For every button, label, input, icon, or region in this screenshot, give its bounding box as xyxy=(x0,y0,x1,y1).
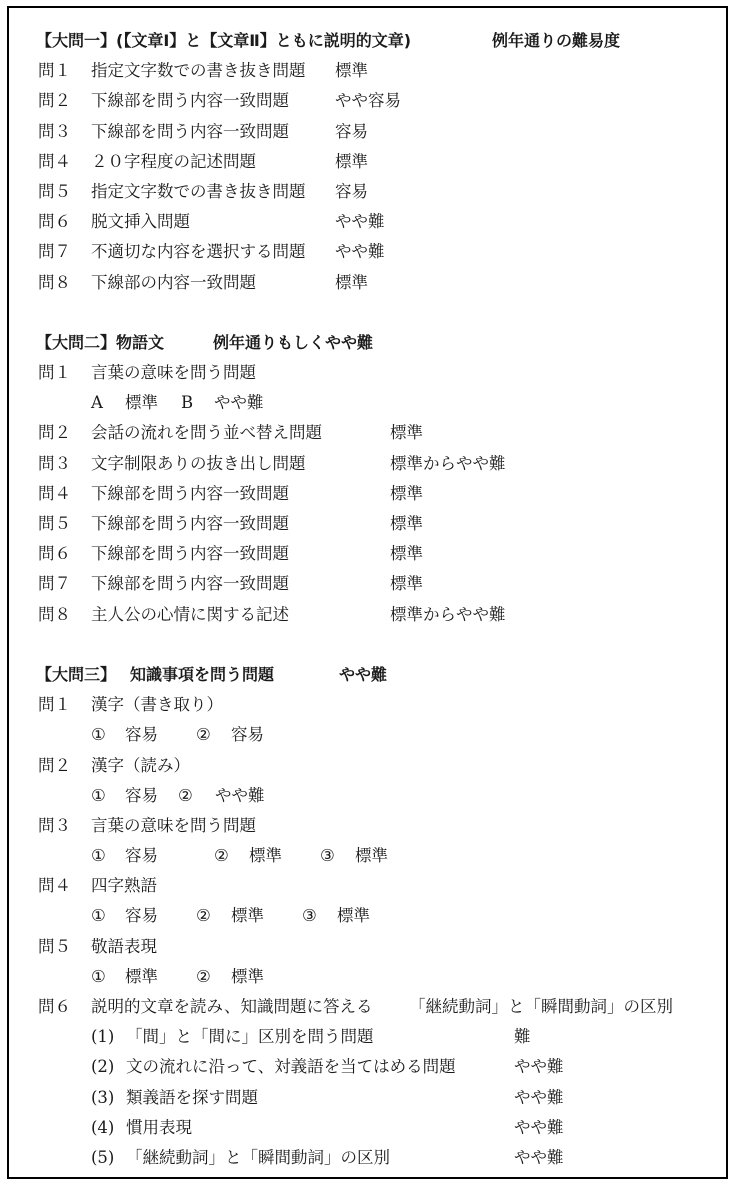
sub-difficulty: 容易 xyxy=(231,725,264,745)
question-number: 問６ xyxy=(38,997,71,1016)
question-text: 下線部を問う内容一致問題 xyxy=(91,574,289,594)
section-3-question-5-sub xyxy=(38,962,718,992)
question-number: 問４ xyxy=(38,151,71,171)
sub-difficulty: 容易 xyxy=(125,906,158,926)
question-text: 脱文挿入問題 xyxy=(91,212,190,232)
sub-difficulty: 標準 xyxy=(231,966,264,986)
section-1-question-8 xyxy=(38,268,718,298)
section-2-question-8 xyxy=(38,600,718,630)
sub-label: ② xyxy=(196,966,211,986)
sub-label: ③ xyxy=(320,846,335,866)
section-3-question-6-item-4 xyxy=(38,1113,718,1143)
question-number: 問５ xyxy=(38,514,71,533)
section-2-question-3 xyxy=(38,449,718,479)
question-difficulty: 標準 xyxy=(390,423,423,443)
item-text: 慣用表現 xyxy=(126,1117,192,1137)
section-1-heading xyxy=(38,26,718,56)
question-difficulty: 容易 xyxy=(335,181,368,201)
section-1-note: 例年通りの難易度 xyxy=(492,31,621,50)
item-number: (2) xyxy=(91,1057,115,1077)
question-number: 問８ xyxy=(38,604,71,624)
question-number: 問１ xyxy=(38,61,71,81)
section-2-title: 【大問二】物語文 xyxy=(36,332,165,352)
sub-difficulty: 容易 xyxy=(125,846,158,866)
sub-difficulty: やや難 xyxy=(215,785,265,805)
item-difficulty: やや難 xyxy=(514,1057,564,1077)
question-text: 指定文字数での書き抜き問題 xyxy=(91,61,306,81)
question-number: 問７ xyxy=(38,242,71,262)
section-2-question-7 xyxy=(38,569,718,599)
sub-label: ① xyxy=(91,725,106,745)
question-text: 不適切な内容を選択する問題 xyxy=(91,242,306,262)
question-number: 問６ xyxy=(38,212,71,232)
sub-label: ② xyxy=(178,785,193,805)
question-difficulty: やや難 xyxy=(335,212,385,232)
question-text: 下線部を問う内容一致問題 xyxy=(91,544,289,564)
section-1-question-7 xyxy=(38,237,718,267)
section-3-question-6 xyxy=(38,992,718,1022)
sub-label: A xyxy=(91,393,103,413)
sub-difficulty: 標準 xyxy=(337,906,370,926)
item-number: (5) xyxy=(91,1147,115,1167)
section-1-question-4 xyxy=(38,147,718,177)
question-difficulty: 標準からやや難 xyxy=(390,453,506,473)
sub-label: ② xyxy=(196,725,211,745)
section-3-question-5 xyxy=(38,932,718,962)
question-number: 問４ xyxy=(38,876,71,896)
section-2-question-2 xyxy=(38,418,718,448)
section-3-question-6-item-5 xyxy=(38,1143,718,1173)
question-number: 問５ xyxy=(38,936,71,956)
sub-label: ① xyxy=(91,785,106,805)
section-3-question-4 xyxy=(38,871,718,901)
question-number: 問３ xyxy=(38,453,71,473)
section-3-title: 【大問三】 xyxy=(36,664,117,684)
sub-difficulty: 標準 xyxy=(249,846,282,866)
question-number: 問１ xyxy=(38,363,71,383)
question-text: ２０字程度の記述問題 xyxy=(91,151,256,171)
section-2-note: 例年通りもしくやや難 xyxy=(213,332,374,352)
question-number: 問４ xyxy=(38,483,71,503)
question-text: 言葉の意味を問う問題 xyxy=(91,363,256,383)
question-number: 問２ xyxy=(38,91,71,111)
section-3-question-2-sub xyxy=(38,781,718,811)
sub-label: ① xyxy=(91,966,106,986)
sub-difficulty: 標準 xyxy=(125,393,158,413)
question-text: 下線部を問う内容一致問題 xyxy=(91,121,289,141)
question-text: 文字制限ありの抜き出し問題 xyxy=(91,453,306,473)
sub-difficulty: 標準 xyxy=(355,846,388,866)
question-difficulty: 標準 xyxy=(390,483,423,503)
section-2-question-1 xyxy=(38,358,718,388)
question-text: 下線部を問う内容一致問題 xyxy=(91,91,289,111)
question-text: 四字熟語 xyxy=(91,876,157,896)
question-text: 漢字（読み） xyxy=(91,755,190,775)
section-2-question-4 xyxy=(38,479,718,509)
sub-label: ② xyxy=(196,906,211,926)
question-text: 会話の流れを問う並べ替え問題 xyxy=(91,423,322,443)
question-number: 問５ xyxy=(38,181,71,201)
sub-difficulty: 容易 xyxy=(125,725,158,745)
question-difficulty: 標準からやや難 xyxy=(390,604,506,624)
question-text: 敬語表現 xyxy=(91,936,157,956)
sub-label: ② xyxy=(214,846,229,866)
section-3-heading xyxy=(38,660,718,690)
item-number: (3) xyxy=(91,1087,115,1107)
question-difficulty: 標準 xyxy=(390,574,423,594)
sub-label: B xyxy=(181,393,194,413)
section-spacer xyxy=(38,630,718,660)
question-difficulty: 標準 xyxy=(335,272,368,292)
section-2-question-1-sub xyxy=(38,388,718,418)
question-difficulty: 標準 xyxy=(335,61,368,81)
item-difficulty: やや難 xyxy=(514,1087,564,1107)
sub-label: ① xyxy=(91,846,106,866)
question-number: 問２ xyxy=(38,423,71,443)
section-spacer xyxy=(38,298,718,328)
section-3-question-3-sub xyxy=(38,841,718,871)
sub-label: ① xyxy=(91,906,106,926)
question-difficulty: やや容易 xyxy=(335,91,401,111)
item-text: 「間」と「間に」区別を問う問題 xyxy=(126,1027,374,1047)
item-text: 「継続動詞」と「瞬間動詞」の区別 xyxy=(126,1147,390,1167)
sub-difficulty: やや難 xyxy=(214,393,264,413)
document-content xyxy=(38,26,718,1173)
item-number: (4) xyxy=(91,1117,115,1137)
section-3-question-6-item-3 xyxy=(38,1083,718,1113)
section-3-question-4-sub xyxy=(38,901,718,931)
section-3-subtitle: 知識事項を問う問題 xyxy=(130,664,275,684)
question-difficulty: 標準 xyxy=(390,544,423,564)
question-difficulty: やや難 xyxy=(335,242,385,262)
section-3-question-1-sub xyxy=(38,720,718,750)
section-1-question-5 xyxy=(38,177,718,207)
section-2-question-6 xyxy=(38,539,718,569)
sub-difficulty: 標準 xyxy=(231,906,264,926)
question-text: 下線部を問う内容一致問題 xyxy=(91,483,289,503)
section-1-question-1 xyxy=(38,56,718,86)
section-3-question-6-item-2 xyxy=(38,1052,718,1082)
question-difficulty: 容易 xyxy=(335,121,368,141)
question-number: 問８ xyxy=(38,272,71,292)
section-3-question-6-item-1 xyxy=(38,1022,718,1052)
question-number: 問６ xyxy=(38,544,71,564)
item-number: (1) xyxy=(91,1027,115,1047)
question-number: 問２ xyxy=(38,755,71,775)
section-1-title: 【大問一】(【文章Ⅰ】と【文章Ⅱ】ともに説明的文章) xyxy=(36,31,412,50)
question-number: 問３ xyxy=(38,121,71,141)
question-number: 問１ xyxy=(38,695,71,715)
sub-label: ③ xyxy=(302,906,317,926)
section-2-question-5 xyxy=(38,509,718,539)
question-number: 問７ xyxy=(38,574,71,594)
item-difficulty: やや難 xyxy=(514,1117,564,1137)
item-text: 類義語を探す問題 xyxy=(126,1087,258,1107)
question-text: 主人公の心情に関する記述 xyxy=(91,604,289,624)
question-text: 下線部の内容一致問題 xyxy=(91,272,256,292)
sub-difficulty: 容易 xyxy=(125,785,158,805)
item-difficulty: やや難 xyxy=(514,1147,564,1167)
sub-difficulty: 標準 xyxy=(125,966,158,986)
section-3-note: やや難 xyxy=(339,664,388,684)
question-text: 漢字（書き取り） xyxy=(91,695,223,715)
question-text: 言葉の意味を問う問題 xyxy=(91,815,256,835)
question-text: 説明的文章を読み、知識問題に答える xyxy=(91,997,373,1016)
section-3-question-1 xyxy=(38,690,718,720)
question-text: 下線部を問う内容一致問題 xyxy=(91,514,289,533)
question-number: 問３ xyxy=(38,815,71,835)
question-difficulty: 標準 xyxy=(335,151,368,171)
question-text: 指定文字数での書き抜き問題 xyxy=(91,181,306,201)
section-3-question-2 xyxy=(38,751,718,781)
section-2-heading xyxy=(38,328,718,358)
section-1-question-6 xyxy=(38,207,718,237)
question-difficulty: 標準 xyxy=(390,514,423,533)
question-extra: 「継続動詞」と「瞬間動詞」の区別 xyxy=(409,997,673,1016)
section-1-question-3 xyxy=(38,117,718,147)
item-difficulty: 難 xyxy=(514,1027,531,1047)
item-text: 文の流れに沿って、対義語を当てはめる問題 xyxy=(126,1057,456,1077)
section-1-question-2 xyxy=(38,86,718,116)
section-3-question-3 xyxy=(38,811,718,841)
